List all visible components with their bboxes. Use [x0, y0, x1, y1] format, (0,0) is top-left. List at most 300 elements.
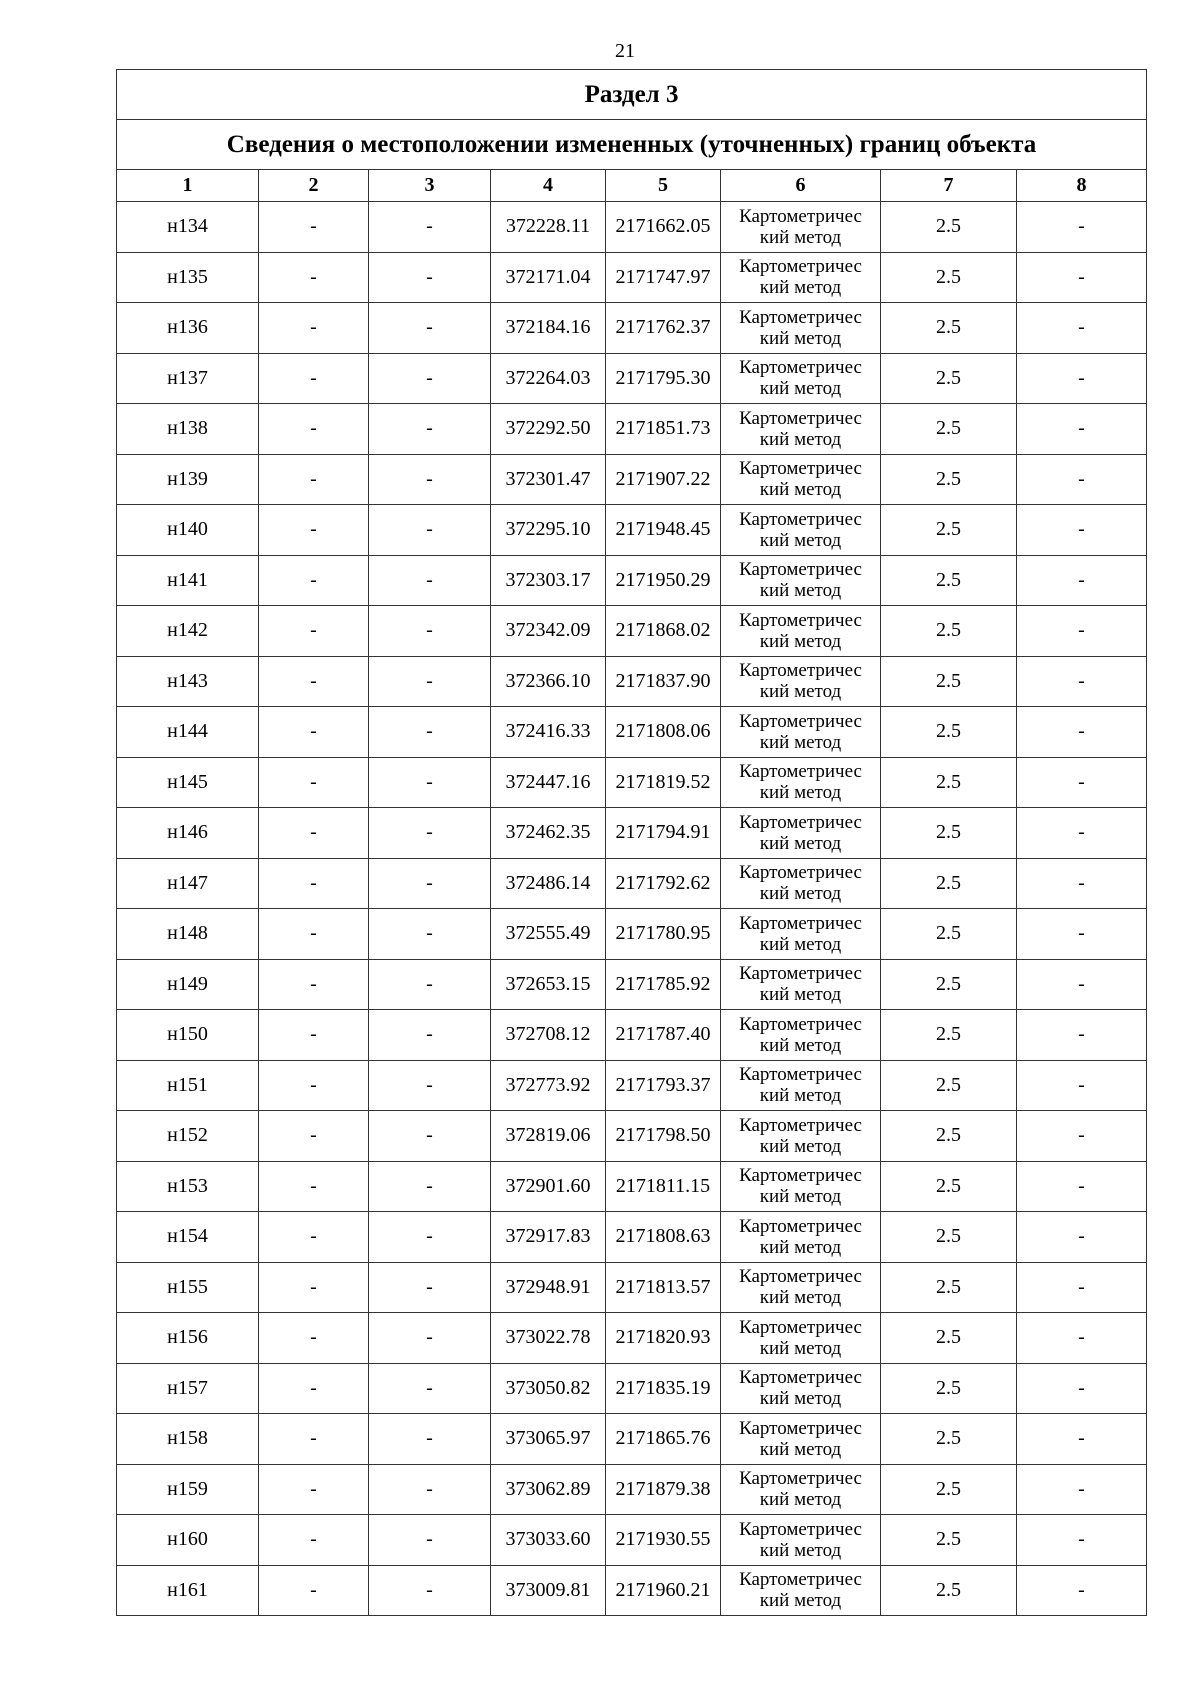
method-line-2: кий метод [759, 1186, 842, 1208]
y-coordinate-cell: 2171930.55 [606, 1515, 721, 1566]
method-line-2: кий метод [759, 226, 842, 248]
method-line-1: Картометричес [739, 1215, 862, 1237]
y-coordinate-cell: 2171819.52 [606, 757, 721, 808]
table-row [117, 606, 1147, 657]
accuracy-cell: 2.5 [881, 1212, 1017, 1263]
method-line-1: Картометричес [739, 1367, 862, 1389]
y-coordinate-cell: 2171798.50 [606, 1111, 721, 1162]
table-row [117, 454, 1147, 505]
col8-cell: - [1017, 505, 1147, 556]
accuracy-cell: 2.5 [881, 1111, 1017, 1162]
col2-cell: - [259, 808, 369, 859]
method-line-1: Картометричес [739, 660, 862, 682]
method-line-1: Картометричес [739, 1266, 862, 1288]
table-row [117, 404, 1147, 455]
accuracy-cell: 2.5 [881, 1414, 1017, 1465]
method-cell [721, 858, 881, 909]
y-coordinate-cell: 2171762.37 [606, 303, 721, 354]
col8-cell: - [1017, 1010, 1147, 1061]
col8-cell: - [1017, 404, 1147, 455]
col2-cell: - [259, 252, 369, 303]
method-line-2: кий метод [759, 1034, 842, 1056]
col3-cell: - [369, 959, 491, 1010]
col3-cell: - [369, 1212, 491, 1263]
method-cell [721, 202, 881, 253]
point-id-cell: н155 [117, 1262, 259, 1313]
method-cell [721, 404, 881, 455]
accuracy-cell: 2.5 [881, 858, 1017, 909]
y-coordinate-cell: 2171794.91 [606, 808, 721, 859]
col2-cell: - [259, 909, 369, 960]
x-coordinate-cell: 372901.60 [491, 1161, 606, 1212]
column-number: 3 [369, 170, 491, 202]
method-line-2: кий метод [759, 378, 842, 400]
x-coordinate-cell: 372342.09 [491, 606, 606, 657]
y-coordinate-cell: 2171811.15 [606, 1161, 721, 1212]
y-coordinate-cell: 2171787.40 [606, 1010, 721, 1061]
col3-cell: - [369, 353, 491, 404]
col2-cell: - [259, 505, 369, 556]
x-coordinate-cell: 372462.35 [491, 808, 606, 859]
col2-cell: - [259, 959, 369, 1010]
method-cell [721, 454, 881, 505]
col8-cell: - [1017, 1060, 1147, 1111]
accuracy-cell: 2.5 [881, 808, 1017, 859]
accuracy-cell: 2.5 [881, 252, 1017, 303]
col3-cell: - [369, 606, 491, 657]
method-cell [721, 1565, 881, 1616]
method-cell [721, 808, 881, 859]
point-id-cell: н161 [117, 1565, 259, 1616]
method-line-2: кий метод [759, 1135, 842, 1157]
method-line-2: кий метод [759, 832, 842, 854]
point-id-cell: н158 [117, 1414, 259, 1465]
y-coordinate-cell: 2171795.30 [606, 353, 721, 404]
method-line-2: кий метод [759, 681, 842, 703]
y-coordinate-cell: 2171793.37 [606, 1060, 721, 1111]
boundary-table [116, 69, 1147, 1616]
col8-cell: - [1017, 1161, 1147, 1212]
table-row [117, 202, 1147, 253]
point-id-cell: н151 [117, 1060, 259, 1111]
accuracy-cell: 2.5 [881, 656, 1017, 707]
y-coordinate-cell: 2171879.38 [606, 1464, 721, 1515]
col2-cell: - [259, 1363, 369, 1414]
col2-cell: - [259, 1515, 369, 1566]
method-line-1: Картометричес [739, 609, 862, 631]
x-coordinate-cell: 372264.03 [491, 353, 606, 404]
accuracy-cell: 2.5 [881, 303, 1017, 354]
col8-cell: - [1017, 1212, 1147, 1263]
method-line-2: кий метод [759, 984, 842, 1006]
x-coordinate-cell: 372171.04 [491, 252, 606, 303]
col2-cell: - [259, 858, 369, 909]
point-id-cell: н160 [117, 1515, 259, 1566]
method-cell [721, 656, 881, 707]
y-coordinate-cell: 2171837.90 [606, 656, 721, 707]
method-line-1: Картометричес [739, 1417, 862, 1439]
col8-cell: - [1017, 858, 1147, 909]
col3-cell: - [369, 1313, 491, 1364]
accuracy-cell: 2.5 [881, 909, 1017, 960]
col3-cell: - [369, 808, 491, 859]
col8-cell: - [1017, 808, 1147, 859]
method-cell [721, 1515, 881, 1566]
y-coordinate-cell: 2171865.76 [606, 1414, 721, 1465]
y-coordinate-cell: 2171868.02 [606, 606, 721, 657]
column-number: 5 [606, 170, 721, 202]
col2-cell: - [259, 1161, 369, 1212]
col2-cell: - [259, 1212, 369, 1263]
point-id-cell: н149 [117, 959, 259, 1010]
method-line-2: кий метод [759, 580, 842, 602]
col2-cell: - [259, 1111, 369, 1162]
table-row [117, 808, 1147, 859]
col3-cell: - [369, 1262, 491, 1313]
y-coordinate-cell: 2171907.22 [606, 454, 721, 505]
y-coordinate-cell: 2171792.62 [606, 858, 721, 909]
y-coordinate-cell: 2171808.06 [606, 707, 721, 758]
col2-cell: - [259, 202, 369, 253]
col8-cell: - [1017, 656, 1147, 707]
col3-cell: - [369, 404, 491, 455]
table-row [117, 1010, 1147, 1061]
y-coordinate-cell: 2171950.29 [606, 555, 721, 606]
method-cell [721, 1161, 881, 1212]
point-id-cell: н140 [117, 505, 259, 556]
method-line-2: кий метод [759, 277, 842, 299]
method-line-1: Картометричес [739, 1064, 862, 1086]
x-coordinate-cell: 372948.91 [491, 1262, 606, 1313]
col2-cell: - [259, 1262, 369, 1313]
method-line-1: Картометричес [739, 710, 862, 732]
table-row [117, 1414, 1147, 1465]
section-title: Раздел 3 [117, 70, 1147, 120]
col8-cell: - [1017, 454, 1147, 505]
column-number: 1 [117, 170, 259, 202]
method-cell [721, 959, 881, 1010]
method-line-1: Картометричес [739, 862, 862, 884]
method-line-1: Картометричес [739, 458, 862, 480]
col2-cell: - [259, 1565, 369, 1616]
accuracy-cell: 2.5 [881, 202, 1017, 253]
col3-cell: - [369, 1111, 491, 1162]
method-cell [721, 1262, 881, 1313]
method-line-2: кий метод [759, 933, 842, 955]
method-cell [721, 909, 881, 960]
table-subtitle: Сведения о местоположении измененных (уточненных) границ объекта [117, 120, 1147, 170]
method-line-1: Картометричес [739, 205, 862, 227]
x-coordinate-cell: 372292.50 [491, 404, 606, 455]
method-line-2: кий метод [759, 782, 842, 804]
col3-cell: - [369, 858, 491, 909]
method-cell [721, 353, 881, 404]
col8-cell: - [1017, 1262, 1147, 1313]
method-line-1: Картометричес [739, 1468, 862, 1490]
point-id-cell: н147 [117, 858, 259, 909]
accuracy-cell: 2.5 [881, 1363, 1017, 1414]
method-line-1: Картометричес [739, 1569, 862, 1591]
method-line-2: кий метод [759, 1539, 842, 1561]
method-line-1: Картометричес [739, 357, 862, 379]
col3-cell: - [369, 252, 491, 303]
col8-cell: - [1017, 1565, 1147, 1616]
column-number: 7 [881, 170, 1017, 202]
y-coordinate-cell: 2171851.73 [606, 404, 721, 455]
point-id-cell: н148 [117, 909, 259, 960]
col3-cell: - [369, 1010, 491, 1061]
point-id-cell: н136 [117, 303, 259, 354]
table-row [117, 909, 1147, 960]
x-coordinate-cell: 373062.89 [491, 1464, 606, 1515]
col3-cell: - [369, 454, 491, 505]
accuracy-cell: 2.5 [881, 1010, 1017, 1061]
method-line-2: кий метод [759, 1590, 842, 1612]
method-line-2: кий метод [759, 428, 842, 450]
col3-cell: - [369, 1565, 491, 1616]
col2-cell: - [259, 1010, 369, 1061]
accuracy-cell: 2.5 [881, 959, 1017, 1010]
table-row [117, 1565, 1147, 1616]
method-line-2: кий метод [759, 479, 842, 501]
col8-cell: - [1017, 909, 1147, 960]
accuracy-cell: 2.5 [881, 1262, 1017, 1313]
point-id-cell: н154 [117, 1212, 259, 1263]
x-coordinate-cell: 372295.10 [491, 505, 606, 556]
col2-cell: - [259, 353, 369, 404]
col8-cell: - [1017, 252, 1147, 303]
x-coordinate-cell: 373022.78 [491, 1313, 606, 1364]
x-coordinate-cell: 373009.81 [491, 1565, 606, 1616]
x-coordinate-cell: 372486.14 [491, 858, 606, 909]
column-number-row [117, 170, 1147, 202]
col3-cell: - [369, 909, 491, 960]
col3-cell: - [369, 757, 491, 808]
col3-cell: - [369, 1515, 491, 1566]
col2-cell: - [259, 1060, 369, 1111]
point-id-cell: н157 [117, 1363, 259, 1414]
accuracy-cell: 2.5 [881, 757, 1017, 808]
x-coordinate-cell: 372555.49 [491, 909, 606, 960]
accuracy-cell: 2.5 [881, 1060, 1017, 1111]
col8-cell: - [1017, 1414, 1147, 1465]
method-line-1: Картометричес [739, 811, 862, 833]
method-line-2: кий метод [759, 327, 842, 349]
col3-cell: - [369, 303, 491, 354]
col2-cell: - [259, 656, 369, 707]
table-row [117, 353, 1147, 404]
y-coordinate-cell: 2171747.97 [606, 252, 721, 303]
col2-cell: - [259, 1313, 369, 1364]
col8-cell: - [1017, 202, 1147, 253]
x-coordinate-cell: 372819.06 [491, 1111, 606, 1162]
x-coordinate-cell: 372653.15 [491, 959, 606, 1010]
method-line-1: Картометричес [739, 912, 862, 934]
method-line-1: Картометричес [739, 559, 862, 581]
col2-cell: - [259, 707, 369, 758]
method-cell [721, 606, 881, 657]
point-id-cell: н139 [117, 454, 259, 505]
method-cell [721, 505, 881, 556]
table-row [117, 858, 1147, 909]
method-cell [721, 1414, 881, 1465]
column-number: 2 [259, 170, 369, 202]
col2-cell: - [259, 404, 369, 455]
col8-cell: - [1017, 555, 1147, 606]
x-coordinate-cell: 372447.16 [491, 757, 606, 808]
method-line-1: Картометричес [739, 1114, 862, 1136]
y-coordinate-cell: 2171835.19 [606, 1363, 721, 1414]
accuracy-cell: 2.5 [881, 555, 1017, 606]
point-id-cell: н142 [117, 606, 259, 657]
col8-cell: - [1017, 959, 1147, 1010]
method-cell [721, 303, 881, 354]
table-row [117, 555, 1147, 606]
point-id-cell: н135 [117, 252, 259, 303]
y-coordinate-cell: 2171808.63 [606, 1212, 721, 1263]
accuracy-cell: 2.5 [881, 353, 1017, 404]
method-line-2: кий метод [759, 1085, 842, 1107]
x-coordinate-cell: 372301.47 [491, 454, 606, 505]
col8-cell: - [1017, 757, 1147, 808]
y-coordinate-cell: 2171948.45 [606, 505, 721, 556]
accuracy-cell: 2.5 [881, 454, 1017, 505]
method-line-2: кий метод [759, 630, 842, 652]
col2-cell: - [259, 1464, 369, 1515]
y-coordinate-cell: 2171662.05 [606, 202, 721, 253]
col3-cell: - [369, 202, 491, 253]
point-id-cell: н145 [117, 757, 259, 808]
table-row [117, 252, 1147, 303]
table-row [117, 1060, 1147, 1111]
col8-cell: - [1017, 1313, 1147, 1364]
accuracy-cell: 2.5 [881, 606, 1017, 657]
method-line-2: кий метод [759, 529, 842, 551]
method-line-1: Картометричес [739, 761, 862, 783]
point-id-cell: н156 [117, 1313, 259, 1364]
method-cell [721, 1111, 881, 1162]
accuracy-cell: 2.5 [881, 505, 1017, 556]
col3-cell: - [369, 505, 491, 556]
table-row [117, 757, 1147, 808]
accuracy-cell: 2.5 [881, 1515, 1017, 1566]
col2-cell: - [259, 454, 369, 505]
col8-cell: - [1017, 353, 1147, 404]
accuracy-cell: 2.5 [881, 1313, 1017, 1364]
col3-cell: - [369, 1363, 491, 1414]
method-line-1: Картометричес [739, 963, 862, 985]
x-coordinate-cell: 372228.11 [491, 202, 606, 253]
col8-cell: - [1017, 1111, 1147, 1162]
col2-cell: - [259, 303, 369, 354]
page-number: 21 [615, 40, 635, 62]
column-number: 4 [491, 170, 606, 202]
point-id-cell: н143 [117, 656, 259, 707]
method-line-1: Картометричес [739, 407, 862, 429]
method-cell [721, 757, 881, 808]
x-coordinate-cell: 373050.82 [491, 1363, 606, 1414]
method-line-2: кий метод [759, 1489, 842, 1511]
point-id-cell: н152 [117, 1111, 259, 1162]
col8-cell: - [1017, 1363, 1147, 1414]
method-cell [721, 555, 881, 606]
method-cell [721, 707, 881, 758]
x-coordinate-cell: 372366.10 [491, 656, 606, 707]
col3-cell: - [369, 1161, 491, 1212]
col3-cell: - [369, 555, 491, 606]
column-number: 8 [1017, 170, 1147, 202]
point-id-cell: н153 [117, 1161, 259, 1212]
table-row [117, 1515, 1147, 1566]
table-row [117, 1464, 1147, 1515]
y-coordinate-cell: 2171780.95 [606, 909, 721, 960]
point-id-cell: н138 [117, 404, 259, 455]
method-line-2: кий метод [759, 1388, 842, 1410]
method-cell [721, 1010, 881, 1061]
method-line-1: Картометричес [739, 1518, 862, 1540]
table-row [117, 707, 1147, 758]
col3-cell: - [369, 707, 491, 758]
method-cell [721, 1363, 881, 1414]
col8-cell: - [1017, 303, 1147, 354]
x-coordinate-cell: 372708.12 [491, 1010, 606, 1061]
col8-cell: - [1017, 707, 1147, 758]
x-coordinate-cell: 373065.97 [491, 1414, 606, 1465]
col2-cell: - [259, 606, 369, 657]
col3-cell: - [369, 1414, 491, 1465]
point-id-cell: н134 [117, 202, 259, 253]
col2-cell: - [259, 555, 369, 606]
y-coordinate-cell: 2171785.92 [606, 959, 721, 1010]
method-line-1: Картометричес [739, 306, 862, 328]
table-row [117, 1212, 1147, 1263]
col2-cell: - [259, 757, 369, 808]
col3-cell: - [369, 656, 491, 707]
table-row [117, 303, 1147, 354]
accuracy-cell: 2.5 [881, 707, 1017, 758]
col8-cell: - [1017, 606, 1147, 657]
col3-cell: - [369, 1464, 491, 1515]
accuracy-cell: 2.5 [881, 1161, 1017, 1212]
point-id-cell: н144 [117, 707, 259, 758]
x-coordinate-cell: 372917.83 [491, 1212, 606, 1263]
table-row [117, 656, 1147, 707]
method-line-1: Картометричес [739, 1013, 862, 1035]
x-coordinate-cell: 372773.92 [491, 1060, 606, 1111]
point-id-cell: н141 [117, 555, 259, 606]
point-id-cell: н150 [117, 1010, 259, 1061]
table-row [117, 1161, 1147, 1212]
method-line-2: кий метод [759, 883, 842, 905]
table-row [117, 1111, 1147, 1162]
point-id-cell: н146 [117, 808, 259, 859]
y-coordinate-cell: 2171820.93 [606, 1313, 721, 1364]
method-line-2: кий метод [759, 1438, 842, 1460]
method-line-1: Картометричес [739, 1316, 862, 1338]
col8-cell: - [1017, 1464, 1147, 1515]
table-row [117, 1262, 1147, 1313]
y-coordinate-cell: 2171960.21 [606, 1565, 721, 1616]
accuracy-cell: 2.5 [881, 1464, 1017, 1515]
x-coordinate-cell: 372303.17 [491, 555, 606, 606]
method-line-1: Картометричес [739, 508, 862, 530]
col3-cell: - [369, 1060, 491, 1111]
method-cell [721, 1313, 881, 1364]
method-line-1: Картометричес [739, 1165, 862, 1187]
method-cell [721, 252, 881, 303]
accuracy-cell: 2.5 [881, 1565, 1017, 1616]
method-line-1: Картометричес [739, 256, 862, 278]
